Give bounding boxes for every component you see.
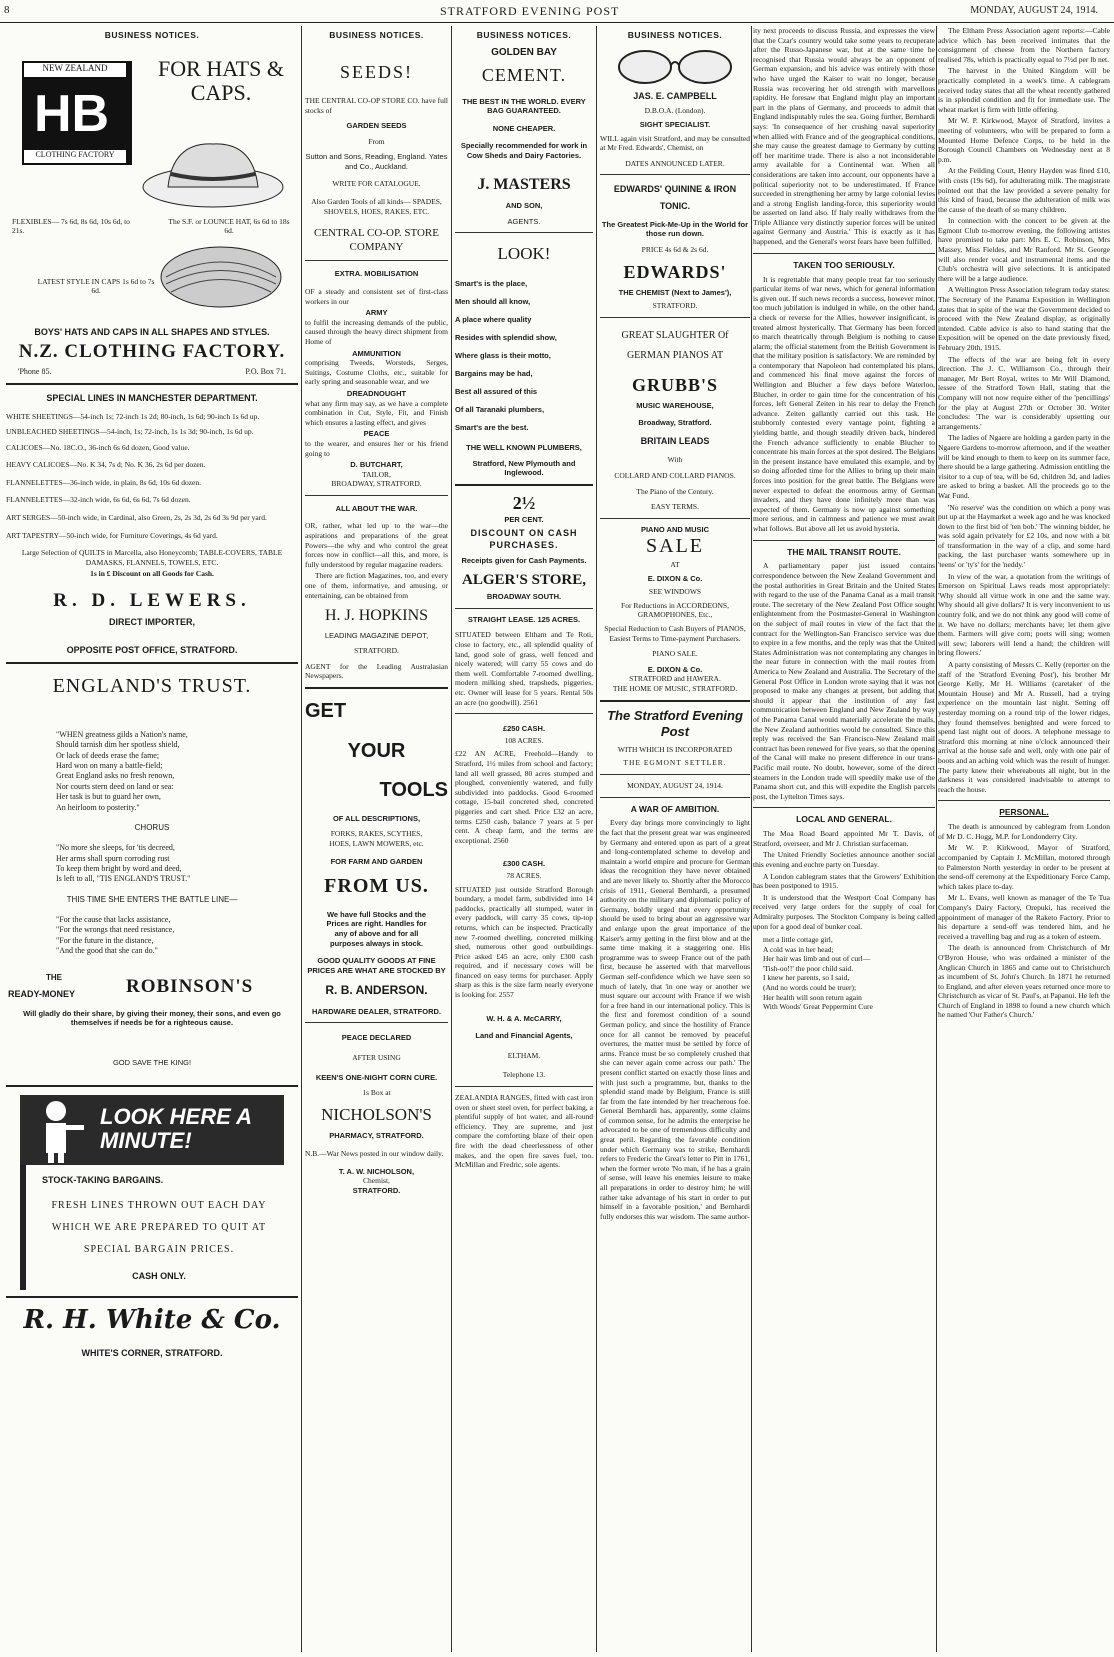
list-item: ART TAPESTRY—50-inch wide, for Furniture Coverings, 4s 6d yard. — [6, 530, 218, 540]
divider — [753, 807, 935, 808]
verse-line: Her task is but to guard her own, — [56, 792, 161, 802]
easy-terms: EASY TERMS. — [651, 502, 699, 512]
descriptions-label: OF ALL DESCRIPTIONS, — [332, 813, 421, 823]
paper-name: The Stratford Evening Post — [607, 707, 743, 740]
visit-text: WILL again visit Stratford, and may be consulted at Mr Fred. Edwards', Chemist, on — [600, 133, 750, 153]
look-here-banner — [20, 1095, 284, 1165]
personal-title: PERSONAL. — [999, 807, 1049, 818]
boys-hats-text: BOYS' HATS AND CAPS IN ALL SHAPES AND STYLES. — [34, 326, 270, 337]
tailor-label: TAILOR, — [362, 469, 391, 479]
divider — [305, 495, 448, 496]
ammunition-label: AMMUNITION — [352, 348, 401, 358]
stratford-np: Stratford, New Plymouth and Inglewood. — [472, 458, 576, 478]
dates-announced: DATES ANNOUNCED LATER. — [625, 158, 725, 168]
verse-line: "For the wrongs that need resistance, — [56, 925, 175, 935]
zealandia-text: ZEALANDIA RANGES, fitted with cast iron oven or sheet steel oven, for perfect baking, a plentiful supply of hot water, and all-round efficiency. They are supreme, and just compare the comforting blaze of their open fire with the dead cheerlessness of other makes, and the open fire saves fuel, too. McMillan and Fredric, sole agents. — [455, 1093, 593, 1170]
acrostic-line: Resides with splendid show, — [455, 333, 557, 343]
poem-line: A cold was in her head; — [763, 944, 834, 954]
algers-name: ALGER'S STORE, — [462, 572, 586, 589]
acrostic-line: A place where quality — [455, 315, 532, 325]
get-title: GET — [305, 700, 347, 723]
peppermint-poem — [753, 935, 935, 1012]
divider — [305, 1022, 448, 1023]
divider — [455, 1086, 593, 1087]
golden-bay: GOLDEN BAY — [491, 46, 557, 58]
divider — [600, 317, 750, 318]
special-reduction-text: Special Reduction to Cash Buyers of PIANOS, Easiest Terms to Time-payment Purchasers. — [604, 624, 746, 643]
mob-text: OF a steady and consistent set of first-class workers in our — [305, 287, 448, 306]
manchester-list — [6, 412, 298, 540]
garden-seeds: GARDEN SEEDS — [346, 121, 407, 131]
look-title: LOOK! — [497, 244, 551, 264]
list-item: FLANNELETTES—36-inch wide, in plain, 8s 6d, 10s 6d dozen. — [6, 477, 201, 487]
list-item: CALICOES—No. 18C.O., 36-inch 6s 6d dozen, Good value. — [6, 442, 190, 452]
column-5 — [753, 26, 935, 1652]
nicholsons-name: NICHOLSON'S — [321, 1104, 432, 1124]
broadway-south: BROADWAY SOUTH. — [486, 592, 562, 602]
list-item: ART SERGES—50-inch wide, in Cardinal, also Green, 2s, 2s 3d, 2s 6d 3s 9d per yard. — [6, 513, 267, 523]
divider — [6, 383, 298, 385]
coop-text: THE CENTRAL CO-OP STORE CO. have full stocks of — [305, 95, 448, 115]
local-item: A London cablegram states that the Growers' Exhibition has been postponed to 1915. — [753, 871, 935, 891]
fresh-lines-text: FRESH LINES THROWN OUT EACH DAY WHICH WE ARE PREPARED TO QUIT AT SPECIAL BARGAIN PRICES. — [51, 1199, 267, 1255]
edwards-name: EDWARDS' — [623, 261, 727, 282]
anderson-name: R. B. ANDERSON. — [325, 983, 428, 998]
quality-text: GOOD QUALITY GOODS AT FINE PRICES ARE WHAT ARE STOCKED BY — [307, 956, 446, 975]
logo-bottom-text: CLOTHING FACTORY — [24, 150, 126, 163]
hardware-label: HARDWARE DEALER, STRATFORD. — [311, 1006, 442, 1016]
verse-line: "No more she sleeps, for 'tis decreed, — [56, 843, 175, 853]
discount-text: 1s in £ Discount on all Goods for Cash. — [90, 569, 214, 579]
verse-line: To keep them bright by word and deed, — [56, 864, 182, 874]
war-text: OR, rather, what led up to the war—the aspirations and preparations of the great Powers—the why and who control the great forces now in conflict—all this, and more, is fully understood by regular magazine readers. — [305, 521, 448, 569]
column-rule — [596, 26, 597, 1652]
section-header: BUSINESS NOTICES. — [476, 30, 572, 40]
slaughter-text: GREAT SLAUGHTER Of GERMAN PIANOS AT — [621, 329, 729, 361]
verse-line: Or lack of deeds erase the fame; — [56, 750, 160, 760]
verse-1 — [6, 730, 298, 813]
incorporated-label: WITH WHICH IS INCORPORATED — [617, 744, 733, 754]
poem-line: met a little cottage girl, — [763, 935, 833, 945]
war-title: ALL ABOUT THE WAR. — [335, 503, 418, 513]
ambition-title: A WAR OF AMBITION. — [630, 803, 720, 814]
the-label: THE — [46, 972, 62, 982]
serious-body: It is regrettable that many people treat far too seriously particular items of war news, which for general information is given out. If such news records a success, however minor, too much jubilation is indulged in while, on the other hand, a check or reverse for the Allies, however insignificant, is treated almost hysterically. That Germany has been forced to march theatrically through Belgium is nothing to cause alarm; the official statement from the British Government is that the military position is satisfactory. We are reminded by a contemporary that Napoleon had contemplated his plans, and commenced his final move against the forces of Wellington and Blucher a few days before Waterloo, Blucher, in order to gain time for the concentration of his forces, left General Zeiten in his rear to delay the French advance. Zeiten gallantly carried out this task. He stubbornly contested every vantage point, fighting a yielding battle, and though steadily driven back, hindered the French advance sufficiently to enable Blucher to concentrate his main forces at the spot desired. The Belgians in the present instance have emulated this example, and by so doing afforded time for the Allies to bring up their main forces into position for the great battle. The Belgians were never expected to defeat the enormous army of German invaders, and they have done infinitely more than was expected of them. Germany is now up against something more serious, and in calmness and patience we must await what follows. But above all let us avoid hysteria. — [753, 274, 935, 533]
garden-tools-text: Also Garden Tools of all kinds— SPADES, SHOVELS, HOES, RAKES, ETC. — [311, 197, 442, 216]
news-item: The Eltham Press Association agent reports:—Cable advice which has been received intimates that the consignment of cheese from the Northern factory realised 78s, which is practically equal to 7½d per lb net. — [938, 26, 1110, 64]
peace-label: PEACE — [363, 429, 390, 439]
white-co-logo: R. H. White & Co. — [23, 1305, 281, 1336]
campbell-name: JAS. E. CAMPBELL — [633, 90, 717, 101]
stratford-label-2: STRATFORD. — [352, 1185, 401, 1195]
at-label: AT — [670, 560, 680, 570]
dreadnought-label: DREADNOUGHT — [346, 388, 407, 398]
news-item: Mr W. P. Kirkwood, Mayor of Stratford, invites a meeting of volunteers, who will be prepared to form a Mounted Home Defence Corps, to be held in the Borough Council Chambers on Wednesday next at 8 p.m. — [938, 116, 1110, 164]
news-item: The ladies of Ngaere are holding a garden party in the Ngaere Gardens to-morrow afternoon, and if the weather will be kind enough to them to keep on its summer face, there should be a large gathering. Admission entitling the visitor to a cup of tea, will be 6d, children 3d, and ladies are asked to bring a basket. All the proceeds go to the War Fund. — [938, 433, 1110, 500]
discount-text: DISCOUNT ON CASH PURCHASES. — [470, 528, 578, 550]
hats-title: FOR HATS & CAPS. — [158, 55, 284, 106]
cash-only: CASH ONLY. — [132, 1270, 186, 1281]
latest-caps-text: LATEST STYLE IN CAPS 1s 6d to 7s 6d. — [37, 276, 155, 296]
local-general-title: LOCAL AND GENERAL. — [796, 814, 892, 825]
divider — [600, 700, 750, 702]
stocks-text: We have full Stocks and the Prices are right. Handles for any of above and for all purposes always in stock. — [326, 909, 427, 948]
verse-line: "For the cause that lacks assistance, — [56, 915, 171, 925]
verse-line: Nor courts stern deed on land or sea: — [56, 781, 174, 791]
stock-taking-advert — [20, 1165, 284, 1290]
editorial-body: Every day brings more convincingly to light the fact that the present great war was engineered by Germany and entered upon as part of a great and long-contemplated scheme to develop and maintain a world empire and procure for German ideas the recognition they have never obtained and are never likely to. Shortly after the Morocco crisis of 1911, General Bernhardi, a presumed authority on the military and diplomatic policy of Germany, boldly urged that every opportunity should be used to bring about an aggressive war and enlarge upon the great importance of the Kaiser's army getting in the first blow and at the same time making it a staggering one. His programme was to sweep France out of the path first, because he asserted with that marvellous German self-confidence which we have seen so much of lately, that 'in one way or another we must square our account with France if we wish for a free hand in our international policy. This is the first and foremost condition of a sound German policy, and since the hostility of France once for all cannot be removed by peaceful overtures, the matter must be settled by force of arms. France must be so completely crushed that she can never again come across our path.' The present conflict started on exactly those lines and with just such a programme, but, thanks to the splendid stand made by Belgium, France is still far from the fate intended by her treacherous foe. General Bernhardi has, apparently, some claims of common sense, for he admits the enterprise he advocated to be one of tremendous difficulty and great peril. Regarding the favorable condition under which Germany was to strike, Bernhardi refers to Frederic the Great's letter to Pitt in 1761, when the former wrote 'No man, if he has a grain of sense, will leave his enemies leisure to make all preparations in order to destroy him; he will rather take advantage of his start in order to put himself in a favorable position,' and Bernhardi fully endorses this war wisdom. The same author- — [600, 818, 750, 1221]
reductions-text: For Reductions in ACCORDEONS, GRAMOPHONES, Etc., — [621, 600, 729, 620]
keens-cure: KEEN'S ONE-NIGHT CORN CURE. — [315, 1072, 438, 1082]
eltham-label: ELTHAM. — [507, 1050, 541, 1060]
poem-line: Her hair was limb and out of curl— — [763, 954, 871, 964]
agents-label: AGENTS. — [507, 216, 541, 226]
write-catalogue: WRITE FOR CATALOGUE. — [332, 179, 421, 189]
acrostic — [455, 275, 593, 437]
verse-line: "And the good that she can do." — [56, 946, 158, 956]
local-item: It is understood that the Westport Coal Company has received very large orders for the supply of coal for Admiralty purposes. The Stockton Company is being called upon for a good deal of bunker coal. — [753, 892, 935, 931]
divider — [600, 518, 750, 519]
price-label: PRICE 4s 6d & 2s 6d. — [641, 244, 709, 254]
masthead-title: STRATFORD EVENING POST — [440, 4, 620, 18]
farm-text-2: SITUATED just outside Stratford Borough boundary, a model farm, subdivided into 14 paddocks, practically all stumped, water in every paddock, will carry 35 cows, tip-top returns, which can be inspected. Practically new 7-roomed dwelling, concreted milking shed, numerous other good outbuildings. Price asked £45 an acre, only £300 cash required, and if necessary cows will be financed on easy terms for purchaser. Apply sharp as this is the size farm nearly everyone is looking for. 2557 — [455, 884, 593, 1000]
telephone-label: Telephone 13. — [502, 1070, 546, 1080]
personal-item: The death is announced from Christchurch of Mr O'Byron House, who was ordained a minister of the Anglican Church in 1865 and came out to Christchurch as incumbent of St. John's Church. In 1871 he returned to England, and after eleven years returned once more to Christchurch as vicar of St. Paul's, at Papanui. He left the Church of England in 1898 to found a new church which he named 'Our Father's Church.' — [938, 943, 1110, 1020]
poem-line: (And no words could be truer); — [763, 983, 857, 993]
with-label: With — [667, 455, 683, 465]
section-header: BUSINESS NOTICES. — [104, 30, 200, 40]
poem-line: I knew her parents, so I said, — [763, 973, 850, 983]
list-item: UNBLEACHED SHEETINGS—54-inch, 1s; 72-inch, 1s 1s 3d; 90-inch, 1s 6d up. — [6, 427, 254, 437]
dixon-name-2: E. DIXON & Co. — [647, 664, 703, 674]
lewers-name: R. D. LEWERS. — [53, 589, 251, 611]
central-coop-name: CENTRAL CO-OP. STORE COMPANY — [314, 227, 439, 254]
tawn-name: T. A. W. NICHOLSON, — [338, 1166, 415, 1176]
butchart-name: D. BUTCHART, — [350, 460, 403, 470]
column-rule — [451, 26, 452, 1652]
serious-title: TAKEN TOO SERIOUSLY. — [793, 259, 895, 270]
lease-text: SITUATED between Eltham and Te Roti, close to factory, etc., all splendid quality of land, good sole of grass, well fenced and nicely watered; will carry 55 cows and do them well. Comfortable 7-roomed dwelling, modern milking shed, trapsheds, piggeries, etc. Owner will lease for 5 years. Rental 50s an acre (no goodwill). 2561 — [455, 630, 593, 707]
mob-text-5: to the wearer, and ensures her or his friend going to — [305, 438, 448, 458]
divider — [753, 540, 935, 541]
verse-line: Her arms shall spurn corroding rust — [56, 853, 170, 863]
whites-corner: WHITE'S CORNER, STRATFORD. — [81, 1347, 223, 1358]
chemist-label: Chemist, — [363, 1176, 390, 1186]
acrostic-line: Smart's is the place, — [455, 279, 528, 289]
extra-mobilisation: EXTRA. MOBILISATION — [334, 269, 419, 279]
column-rule — [751, 26, 752, 1652]
your-title: YOUR — [347, 739, 406, 762]
mail-route-body: A parliamentary paper just issued contains correspondence between the New Zealand Government and the postal authorities in Great Britain and the United States with regard to the use of the Panama Canal as a mail transit route. The secretary of the New Zealand Post Office sought enlightenment from the Postmaster-General in Washington on the subject of mail routes in view of the fact that the contract for the Wellington-San Francisco service was due to expire in a few months, and the reply was that the United States Administration was not contemplating any changes in the near future in connection with the mail routes from America to New Zealand and Australia. The Secretary of the General Post Office in London wrote saying that it was not proposed to make any changes at present, but adding that should it appear that the institution of any fast communication between England and New Zealand by way of the Panama Canal would materially accelerate the mails, the New Zealand authorities would be consulted. Since this reply was received the San Francisco-New Zealand mail contract has been renewed for five years, so that the opening of the Canal will make no present difference in our trans-Pacific mail route. No doubt, however, some of the direct steamers in the London trade will speedily make use of the Panama short cut, and this will expedite the English parcels post, the Lyttelton Times says. — [753, 561, 935, 801]
verse-line: Great England asks no fresh renown, — [56, 771, 175, 781]
local-item: The Moa Road Board appointed Mr T. Davis, of Stratford, overseer, and Mr J. Christian surfaceman. — [753, 829, 935, 848]
from-us-title: FROM US. — [324, 875, 429, 898]
pobox-text: P.O. Box 71. — [245, 366, 286, 376]
masters-name: J. MASTERS — [477, 175, 571, 193]
verse-line: An heirloom to posterity." — [56, 802, 140, 812]
tools-list: FORKS, RAKES, SCYTHES, HOES, LAWN MOWERS, etc. — [329, 829, 424, 849]
factory-name: N.Z. CLOTHING FACTORY. — [18, 341, 286, 363]
piano-century: The Piano of the Century. — [636, 486, 714, 496]
divider — [6, 1085, 298, 1087]
list-item: HEAVY CALICOES—No. K 34, 7s d; No. K 36, 2s 6d per dozen. — [6, 460, 206, 470]
opposite-text: OPPOSITE POST OFFICE, STRATFORD. — [66, 644, 238, 655]
peace-declared: PEACE DECLARED — [341, 1033, 412, 1043]
receipts-text: Receipts given for Cash Payments. — [461, 555, 587, 565]
divider — [753, 253, 935, 254]
mail-route-title: THE MAIL TRANSIT ROUTE. — [787, 546, 901, 557]
verse-line: Is left to all, "TIS ENGLAND'S TRUST." — [56, 874, 191, 884]
special-recommend: Specially recommended for work in Cow Sheds and Dairy Factories. — [460, 141, 588, 161]
phone-text: 'Phone 85. — [18, 366, 52, 376]
piano-music: PIANO AND MUSIC — [640, 524, 710, 534]
army-label: ARMY — [365, 308, 388, 318]
spectacles-icon — [610, 47, 740, 87]
music-warehouse: MUSIC WAREHOUSE, — [636, 400, 714, 410]
list-item: FLANNELETTES—32-inch wide, 6s 6d, 6s 6d, 7s 6d dozen. — [6, 495, 191, 505]
cash-300: £300 CASH. — [502, 859, 546, 869]
mccarry-name: W. H. & A. McCARRY, — [486, 1013, 562, 1023]
news-item: A party consisting of Messrs C. Kelly (reporter on the staff of the 'Stratford Evening Post'), his brother Mr George Kelly, Mr H. Williams (caretaker of the Mountain House) and Mr A. Russell, had a trying experience on the mountain last night. Setting off yesterday morning on a round trip of the lower ridges, they found themselves benighted and were forced to spend last night out of doors. A telephone message to Stratford this morning at nine o'clock announced their arrival at the house safe and well, only with one pair of boots and an aching void which was the result of hunger. The party knew their whereabouts all night, but in the darkness it was considered inadvisable to attempt to reach the house. — [938, 660, 1110, 794]
straight-lease: STRAIGHT LEASE. 125 ACRES. — [467, 614, 581, 624]
pct-figure: 2½ — [512, 492, 536, 513]
column-rule — [936, 26, 937, 1652]
masthead — [0, 0, 1114, 23]
cement-title: CEMENT. — [481, 64, 567, 85]
hopkins-name: H. J. HOPKINS — [324, 607, 429, 625]
grubbs-name: GRUBB'S — [631, 374, 719, 395]
column-6 — [938, 26, 1110, 1652]
contact-row — [6, 367, 298, 377]
list-item: WHITE SHEETINGS—54-inch 1s; 72-inch 1s 2d; 80-inch, 1s 6d; 90-inch 1s 6d up. — [6, 412, 260, 422]
personal-item: Mr L. Evans, well known as manager of the Te Tua Company's Dairy Factory, Orepuki, has received the appointment of manager of the Raketo Factory. Prior to his departure a send-off was tendered him, and he received a travelling bag and rug as a token of esteem. — [938, 893, 1110, 941]
stratford-label: STRATFORD. — [652, 301, 698, 311]
importer-text: DIRECT IMPORTER, — [108, 617, 195, 628]
page-marker: 8 — [4, 4, 10, 16]
news-item: The harvest in the United Kingdom will be practically completed in a week's time. A cablegram received today states that all the wheat recently gathered is in splendid condition and fit for immediate use. The wheat market is firm with little offering. — [938, 66, 1110, 114]
per-cent: PER CENT. — [504, 514, 544, 524]
news-item: 'No reserve' was the condition on which a pony was put up at the Haymarket a week ago and he was knocked down to the first bid of 'ten bob.' The winning bidder, he was sold again privately for £2 10s, and now with a bit of transformation in the way of a clip, and some hard packing, the last purchaser wants somewhere up in 'teens' or 'ty's' for the 'neddy.' — [938, 502, 1110, 570]
poem-line: 'Tish-oo!!' the poor child said. — [763, 963, 854, 973]
trust-title: ENGLAND'S TRUST. — [52, 675, 252, 698]
broadway-label: BROADWAY, STRATFORD. — [331, 479, 422, 489]
hat-illustration — [138, 132, 288, 212]
acrostic-line: Smart's are the best. — [455, 423, 529, 433]
divider — [455, 484, 593, 486]
stock-title: STOCK-TAKING BARGAINS. — [42, 1175, 164, 1186]
poem-line: Her health will soon return again — [763, 992, 862, 1002]
mob-text-2: to fulfil the increasing demands of the public, caused through the heavy direct shipment from Home of — [305, 317, 448, 346]
divider — [600, 797, 750, 798]
acrostic-line: Men should all know, — [455, 297, 531, 307]
verse-2 — [6, 843, 298, 885]
divider — [455, 713, 593, 714]
robinsons-text: Will gladly do their share, by giving their money, their sons, and even go themselves if needs be for a righteous cause. — [23, 1008, 281, 1028]
divider — [938, 800, 1110, 801]
mob-text-3: comprising Tweeds, Worsteds, Serges, Suitings, Costume Cloths, etc., suitable for early spring and seasonable wear, and we — [305, 358, 448, 387]
acrostic-line: Where glass is their motto, — [455, 351, 551, 361]
god-save-king: GOD SAVE THE KING! — [112, 1057, 192, 1067]
sale-title: SALE — [646, 535, 704, 558]
column-2 — [305, 26, 448, 1652]
home-music: THE HOME OF MUSIC, STRATFORD. — [612, 683, 738, 693]
ready-money-label: READY-MONEY — [8, 988, 76, 999]
piano-sale: PIANO SALE. — [652, 649, 698, 659]
battle-line: THIS TIME SHE ENTERS THE BATTLE LINE— — [66, 894, 238, 904]
agent-text: AGENT for the Leading Australasian Newspapers. — [305, 661, 448, 681]
tools-title: TOOLS — [379, 779, 448, 802]
pickme-text: The Greatest Pick-Me-Up in the World for those run down. — [601, 219, 749, 239]
flexibles-text: FLEXIBLES— 7s 6d, 8s 6d, 10s 6d, to 21s. — [12, 216, 130, 236]
editorial-date: MONDAY, AUGUST 24, 1914. — [627, 781, 723, 790]
personal-item: Mr W. P. Kirkwood, Mayor of Stratford, accompanied by Captain J. McMillan, motored through to Palmerston North yesterday in order to be present at the send-off ceremony at the Expeditionary Force Camp, which takes place to-day. — [938, 843, 1110, 891]
acrostic-line: Of all Taranaki plumbers, — [455, 405, 545, 415]
quilts-text: Large Selection of QUILTS in Marcella, also Honeycomb; TABLE-COVERS, TABLE DAMASKS, FLANNELS, TOWELS, ETC. — [21, 548, 283, 567]
cap-illustration — [156, 242, 286, 312]
divider — [455, 232, 593, 233]
news-item: A Wellington Press Association telegram today states: The Secretary of the Panama Exposition in Wellington states that in spite of the war the Government decided to proceed with the New Zealand display, as originally intended. Cable advice is also to hand stating that the Exposition will be opened on the date previously fixed, February 20th, 1915. — [938, 285, 1110, 352]
poem-line: With Woods' Great Peppermint Cure — [763, 1002, 873, 1012]
man-pointing-icon — [26, 1097, 86, 1163]
look-here-text: LOOK HERE A MINUTE! — [100, 1104, 252, 1153]
best-world-text: THE BEST IN THE WORLD. EVERY BAG GUARANTEED. — [462, 96, 586, 116]
column-rule — [301, 26, 302, 1652]
section-header: BUSINESS NOTICES. — [329, 30, 424, 40]
dixon-name: E. DIXON & Co. — [647, 573, 703, 583]
divider — [305, 687, 448, 689]
verse-line: "WHEN greatness gilds a Nation's name, — [56, 729, 188, 739]
local-item: The United Friendly Societies announce another social this evening and euchre party on Tuesday. — [753, 850, 935, 869]
column-3 — [455, 26, 593, 1652]
collard-pianos: COLLARD AND COLLARD PIANOS. — [614, 471, 736, 481]
egmont-settler: THE EGMONT SETTLER. — [623, 758, 727, 768]
editorial-continued: ity next proceeds to discuss Russia, and expresses the view that the Czar's country would take some years to recuperate after the Russo-Japanese war, but at the same time he recognised that Russia would always be an opponent of German expansion, and his advice was entirely with those who have urged the Kaiser to wait no longer, because Russia was recovering her old strength with marvellous rapidity. He foresaw that England might play an important part in the plans of Germany, and proceeds to admit that England indisputably rules the sea. Going further, Bernhardi says: 'In consequence of her crushing naval superiority when allied with France and of the geographical conditions, she may cause the greatest damage to Germany by cutting off her maritime trade. There is also a not inconsiderable army available for a Continental war. When all considerations are taken into account, our opponents have a political superiority not to be underestimated. If France succeeded in strengthening her army by large colonial levies and a strong English landing-force, this superiority would be asserted on land also. If Italy really withdraws from the Triple Alliance very distinctly superior forces will be united against Germany and Austria.' This is exactly as it has happened, and the General's worst fears have been fulfilled. — [753, 26, 935, 247]
news-item: At the Feilding Court, Henry Hayden was fined £10, with costs (19s 6d), for adulterating milk. The magistrate pointed out that the law provided a severe penalty for this kind of fraud, because the adulteration of milk was the cause of the death of so many children. — [938, 166, 1110, 214]
mob-text-4: what any firm may say, as we have a complete combination in Cut, Style, Fit, and Finish which ensures a lasting effect, and gives — [305, 398, 448, 427]
masthead-date: MONDAY, AUGUST 24, 1914. — [970, 5, 1098, 16]
acres-108: 108 ACRES. — [504, 735, 544, 745]
personal-item: The death is announced by cablegram from London of Mr D. C. Hogg, M.P. for Londonderry City. — [938, 822, 1110, 841]
hawera-label: STRATFORD and HAWERA. — [629, 674, 721, 684]
well-known-plumbers: THE WELL KNOWN PLUMBERS, — [466, 443, 582, 453]
quinine-tonic: EDWARDS' QUININE & IRON TONIC. — [613, 184, 737, 211]
news-item: In view of the war, a quotation from the writings of Emerson on Spiritual Laws reads most appropriately: 'Why should all virtue work in one and the same way. Why should all give dollars? It is very inconvenient to us country folk, and we do not think any good will come of it. We have no dollars; merchants have; let them give them. Farmers will give corn; poets will sing; women will sew; laborers will lend a hand; the children will bring flowers.' — [938, 571, 1110, 658]
verse-3 — [6, 915, 298, 957]
acrostic-line: Bargains may be had, — [455, 369, 533, 379]
divider — [455, 608, 593, 609]
nz-clothing-logo — [22, 61, 132, 165]
none-cheaper: NONE CHEAPER. — [492, 123, 556, 133]
divider — [600, 174, 750, 175]
acres-78: 78 ACRES. — [506, 870, 542, 880]
logo-letters: HB — [34, 84, 110, 143]
divider — [600, 774, 750, 775]
divider — [305, 260, 448, 261]
divider — [6, 1296, 298, 1298]
nb-text: N.B.—War News posted in our window daily. — [305, 1149, 444, 1159]
news-item: The effects of the war are being felt in every direction. The J. C. Williamson Co., through their manager, Mr Bert Royal, writes to Mr Will Diamond, lessee of the Stratford Town Hall, stating that the Company will not now require either of the 'pencillings' for the play at August 27th or October 30. Writer concludes: 'The war is considerably upsetting our arrangements.' — [938, 354, 1110, 431]
seeds-title: SEEDS! — [339, 61, 413, 82]
logo-top-text: NEW ZEALAND — [24, 63, 126, 77]
column-1 — [6, 26, 298, 1652]
section-header: BUSINESS NOTICES. — [627, 30, 723, 40]
chemist-label: THE CHEMIST (Next to James'), — [618, 287, 732, 297]
news-item: In connection with the concert to be given at the Egmont Club to-morrow evening, the following artistes have promised to take part: Mrs E. C. Robinson, Mrs Massey, Miss Fieldes, and Mr Ranford. Mr St. George will also render vocal and instrumental items and the Club's orchestra will give selections. It is anticipated there will be a large audience. — [938, 216, 1110, 283]
lounge-text: The S.F. or LOUNCE HAT, 6s 6d to 18s 6d. — [168, 216, 290, 236]
box-label: 1s Box at — [362, 1088, 391, 1098]
from-label: From — [368, 136, 385, 146]
britain-leads: BRITAIN LEADS — [640, 435, 710, 446]
acrostic-line: Best all assured of this — [455, 387, 538, 397]
leading-depot: LEADING MAGAZINE DEPOT, — [324, 630, 429, 640]
dboa-label: D.B.O.A. (London). — [644, 106, 706, 116]
cash-250: £250 CASH. — [502, 724, 546, 734]
divider — [6, 662, 298, 664]
verse-line: "For the future in the distance, — [56, 935, 154, 945]
land-agents: Land and Financial Agents, — [475, 1031, 573, 1041]
hat-advert — [6, 47, 298, 327]
farm-text-1: £22 AN ACRE, Freehold—Handy to Stratford, 1½ miles from school and factory; land all well grassed, 80 acres stumped and ploughed, conveniently watered, and fully subdivided into paddocks. Good 6-roomed cottage, 15-bail concreted shed, concreted piggeries and cart shed. Price £32 an acre, terms £250 cash, balance 7 years at 5 per cent. A cheap farm, and the terms are exceptional. 2560 — [455, 749, 593, 845]
pharmacy-label: PHARMACY, STRATFORD. — [329, 1131, 424, 1141]
verse-line: Hard won on many a battle-field; — [56, 761, 163, 771]
sight-specialist: SIGHT SPECIALIST. — [639, 119, 711, 129]
special-lines-title: SPECIAL LINES IN MANCHESTER DEPARTMENT. — [46, 392, 258, 403]
war-text-2: There are fiction Magazines, too, and every one of them, informative, and amusing, or entertaining, can be obtained from — [305, 571, 448, 600]
stratford-label: STRATFORD. — [354, 646, 399, 656]
sutton-text: Sutton and Sons, Reading, England. Yates and Co., Auckland. — [305, 152, 448, 171]
chorus-label: CHORUS — [134, 823, 170, 833]
column-4 — [600, 26, 750, 1652]
verse-line: Should tarnish dim her spotless shield, — [56, 740, 180, 750]
after-using: AFTER USING — [352, 1052, 401, 1062]
and-son: AND SON, — [505, 201, 543, 211]
farm-garden-label: FOR FARM AND GARDEN — [330, 856, 423, 866]
robinsons-advert — [6, 971, 298, 1009]
robinsons-name: ROBINSON'S — [126, 975, 254, 997]
see-windows: SEE WINDOWS — [648, 587, 702, 597]
broadway-stratford: Broadway, Stratford. — [638, 418, 712, 428]
